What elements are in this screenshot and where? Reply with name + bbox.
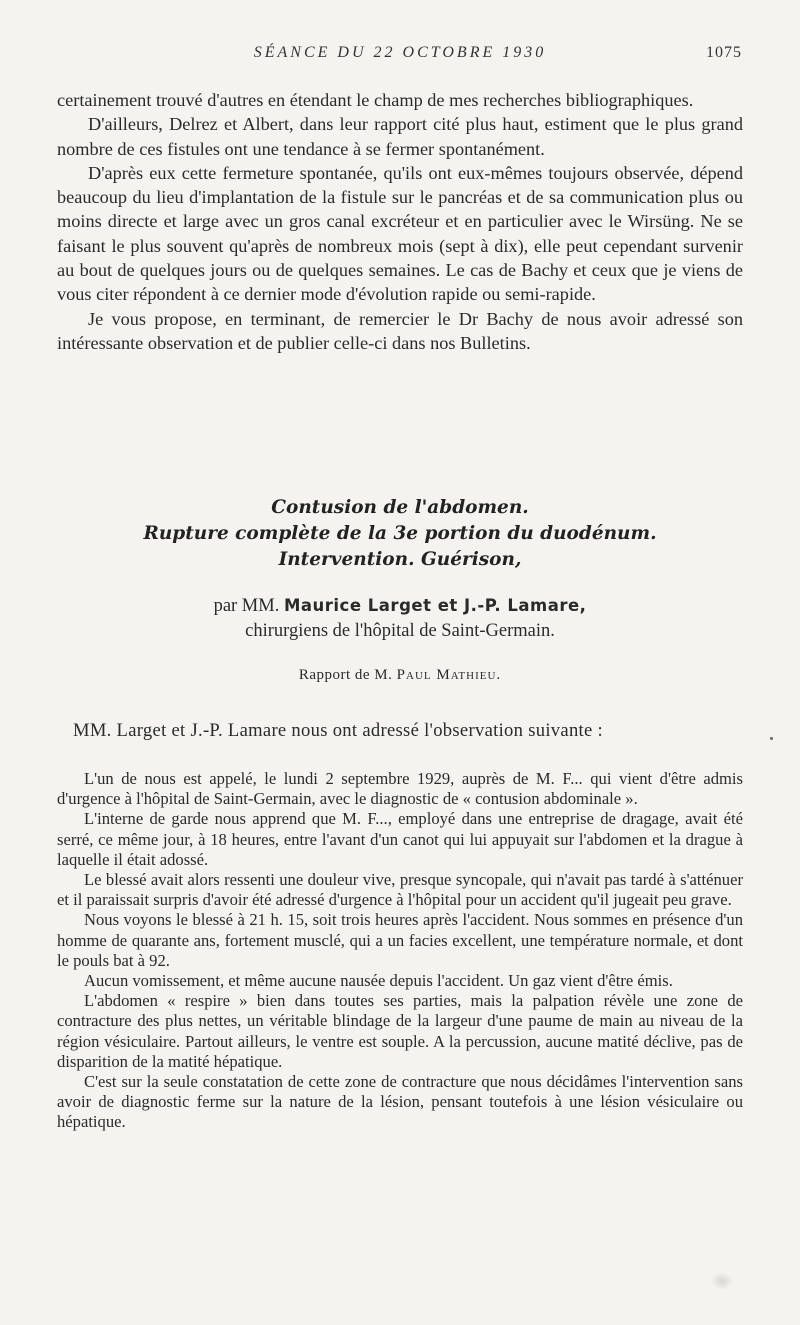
intro-line: MM. Larget et J.-P. Lamare nous ont adressé l'observation suivante :: [73, 720, 603, 741]
running-title: SÉANCE DU 22 OCTOBRE 1930: [253, 44, 547, 61]
paragraph: Je vous propose, en terminant, de remercier le Dr Bachy de nous avoir adressé son intéressante observation et de publier celle-ci dans nos Bulletins.: [57, 308, 743, 353]
paragraph: Le blessé avait alors ressenti une douleur vive, presque syncopale, qui n'avait pas tardé à s'atténuer et il paraissait surpris d'avoir été adressé d'urgence à l'hôpital pour un accident qu'il jugeait peu grave.: [57, 870, 743, 910]
body-text-top: [57, 88, 743, 355]
paragraph: D'ailleurs, Delrez et Albert, dans leur rapport cité plus haut, estiment que le plus grand nombre de ces fistules ont une tendance à se fermer spontanément.: [57, 114, 743, 159]
section-title: [57, 495, 743, 573]
paragraph: Aucun vomissement, et même aucune nausée depuis l'accident. Un gaz vient d'être émis.: [84, 971, 673, 991]
authors-line: [57, 593, 743, 619]
reporter-name: Paul Mathieu.: [396, 667, 502, 683]
paragraph: Nous voyons le blessé à 21 h. 15, soit trois heures après l'accident. Nous sommes en présence d'un homme de quarante ans, fortement musclé, qui a un facies excellent, une température normale, et dont le pouls bat à 92.: [57, 910, 743, 970]
stray-mark: [770, 737, 773, 740]
paper-smudge: [711, 1272, 733, 1290]
title-line: Intervention. Guérison,: [278, 549, 522, 570]
authors-prefix: par MM.: [213, 596, 280, 616]
authors-block: [57, 593, 743, 644]
paragraph: L'un de nous est appelé, le lundi 2 septembre 1929, auprès de M. F... qui vient d'être admis d'urgence à l'hôpital de Saint-Germain, avec le diagnostic de « contusion abdominale ».: [57, 769, 743, 809]
paragraph: L'interne de garde nous apprend que M. F..., employé dans une entreprise de dragage, avait été serré, ce même jour, à 18 heures, entre l'avant d'un canot qui lui appuyait sur l'abdomen et la drague à laquelle il était adossé.: [57, 809, 743, 869]
paragraph: D'après eux cette fermeture spontanée, qu'ils ont eux-mêmes toujours observée, dépend beaucoup du lieu d'implantation de la fistule sur le pancréas et de sa communication plus ou moins directe et large avec un gros canal excréteur et en particulier avec le Wirsüng. Ne se faisant le plus souvent qu'après de nombreux mois (sept à dix), elle peut cependant survenir au bout de quelques jours ou de quelques semaines. Le cas de Bachy et ceux que je viens de vous citer répondent à ce dernier mode d'évolution rapide ou semi-rapide.: [57, 162, 743, 305]
running-header: [58, 44, 742, 70]
author-names: Maurice Larget et J.-P. Lamare,: [283, 596, 587, 615]
page-number: 1075: [706, 44, 742, 61]
report-line: [57, 667, 743, 684]
author-affiliation: chirurgiens de l'hôpital de Saint-Germain.: [245, 621, 555, 641]
paragraph: certainement trouvé d'autres en étendant le champ de mes recherches bibliographiques.: [57, 90, 694, 110]
report-prefix: Rapport de M.: [298, 667, 393, 683]
title-line: Rupture complète de la 3e portion du duodénum.: [143, 523, 657, 544]
body-text-observation: [57, 769, 743, 1133]
title-line: Contusion de l'abdomen.: [271, 497, 529, 518]
paragraph: L'abdomen « respire » bien dans toutes ses parties, mais la palpation révèle une zone de contracture des plus nettes, un véritable blindage de la largeur d'une paume de main au niveau de la région vésiculaire. Partout ailleurs, le ventre est souple. A la percussion, aucune matité déclive, pas de disparition de la matité hépatique.: [57, 991, 743, 1071]
paragraph: C'est sur la seule constatation de cette zone de contracture que nous décidâmes l'intervention sans avoir de diagnostic ferme sur la nature de la lésion, pensant toutefois à une lésion vésiculaire ou hépatique.: [57, 1072, 743, 1132]
